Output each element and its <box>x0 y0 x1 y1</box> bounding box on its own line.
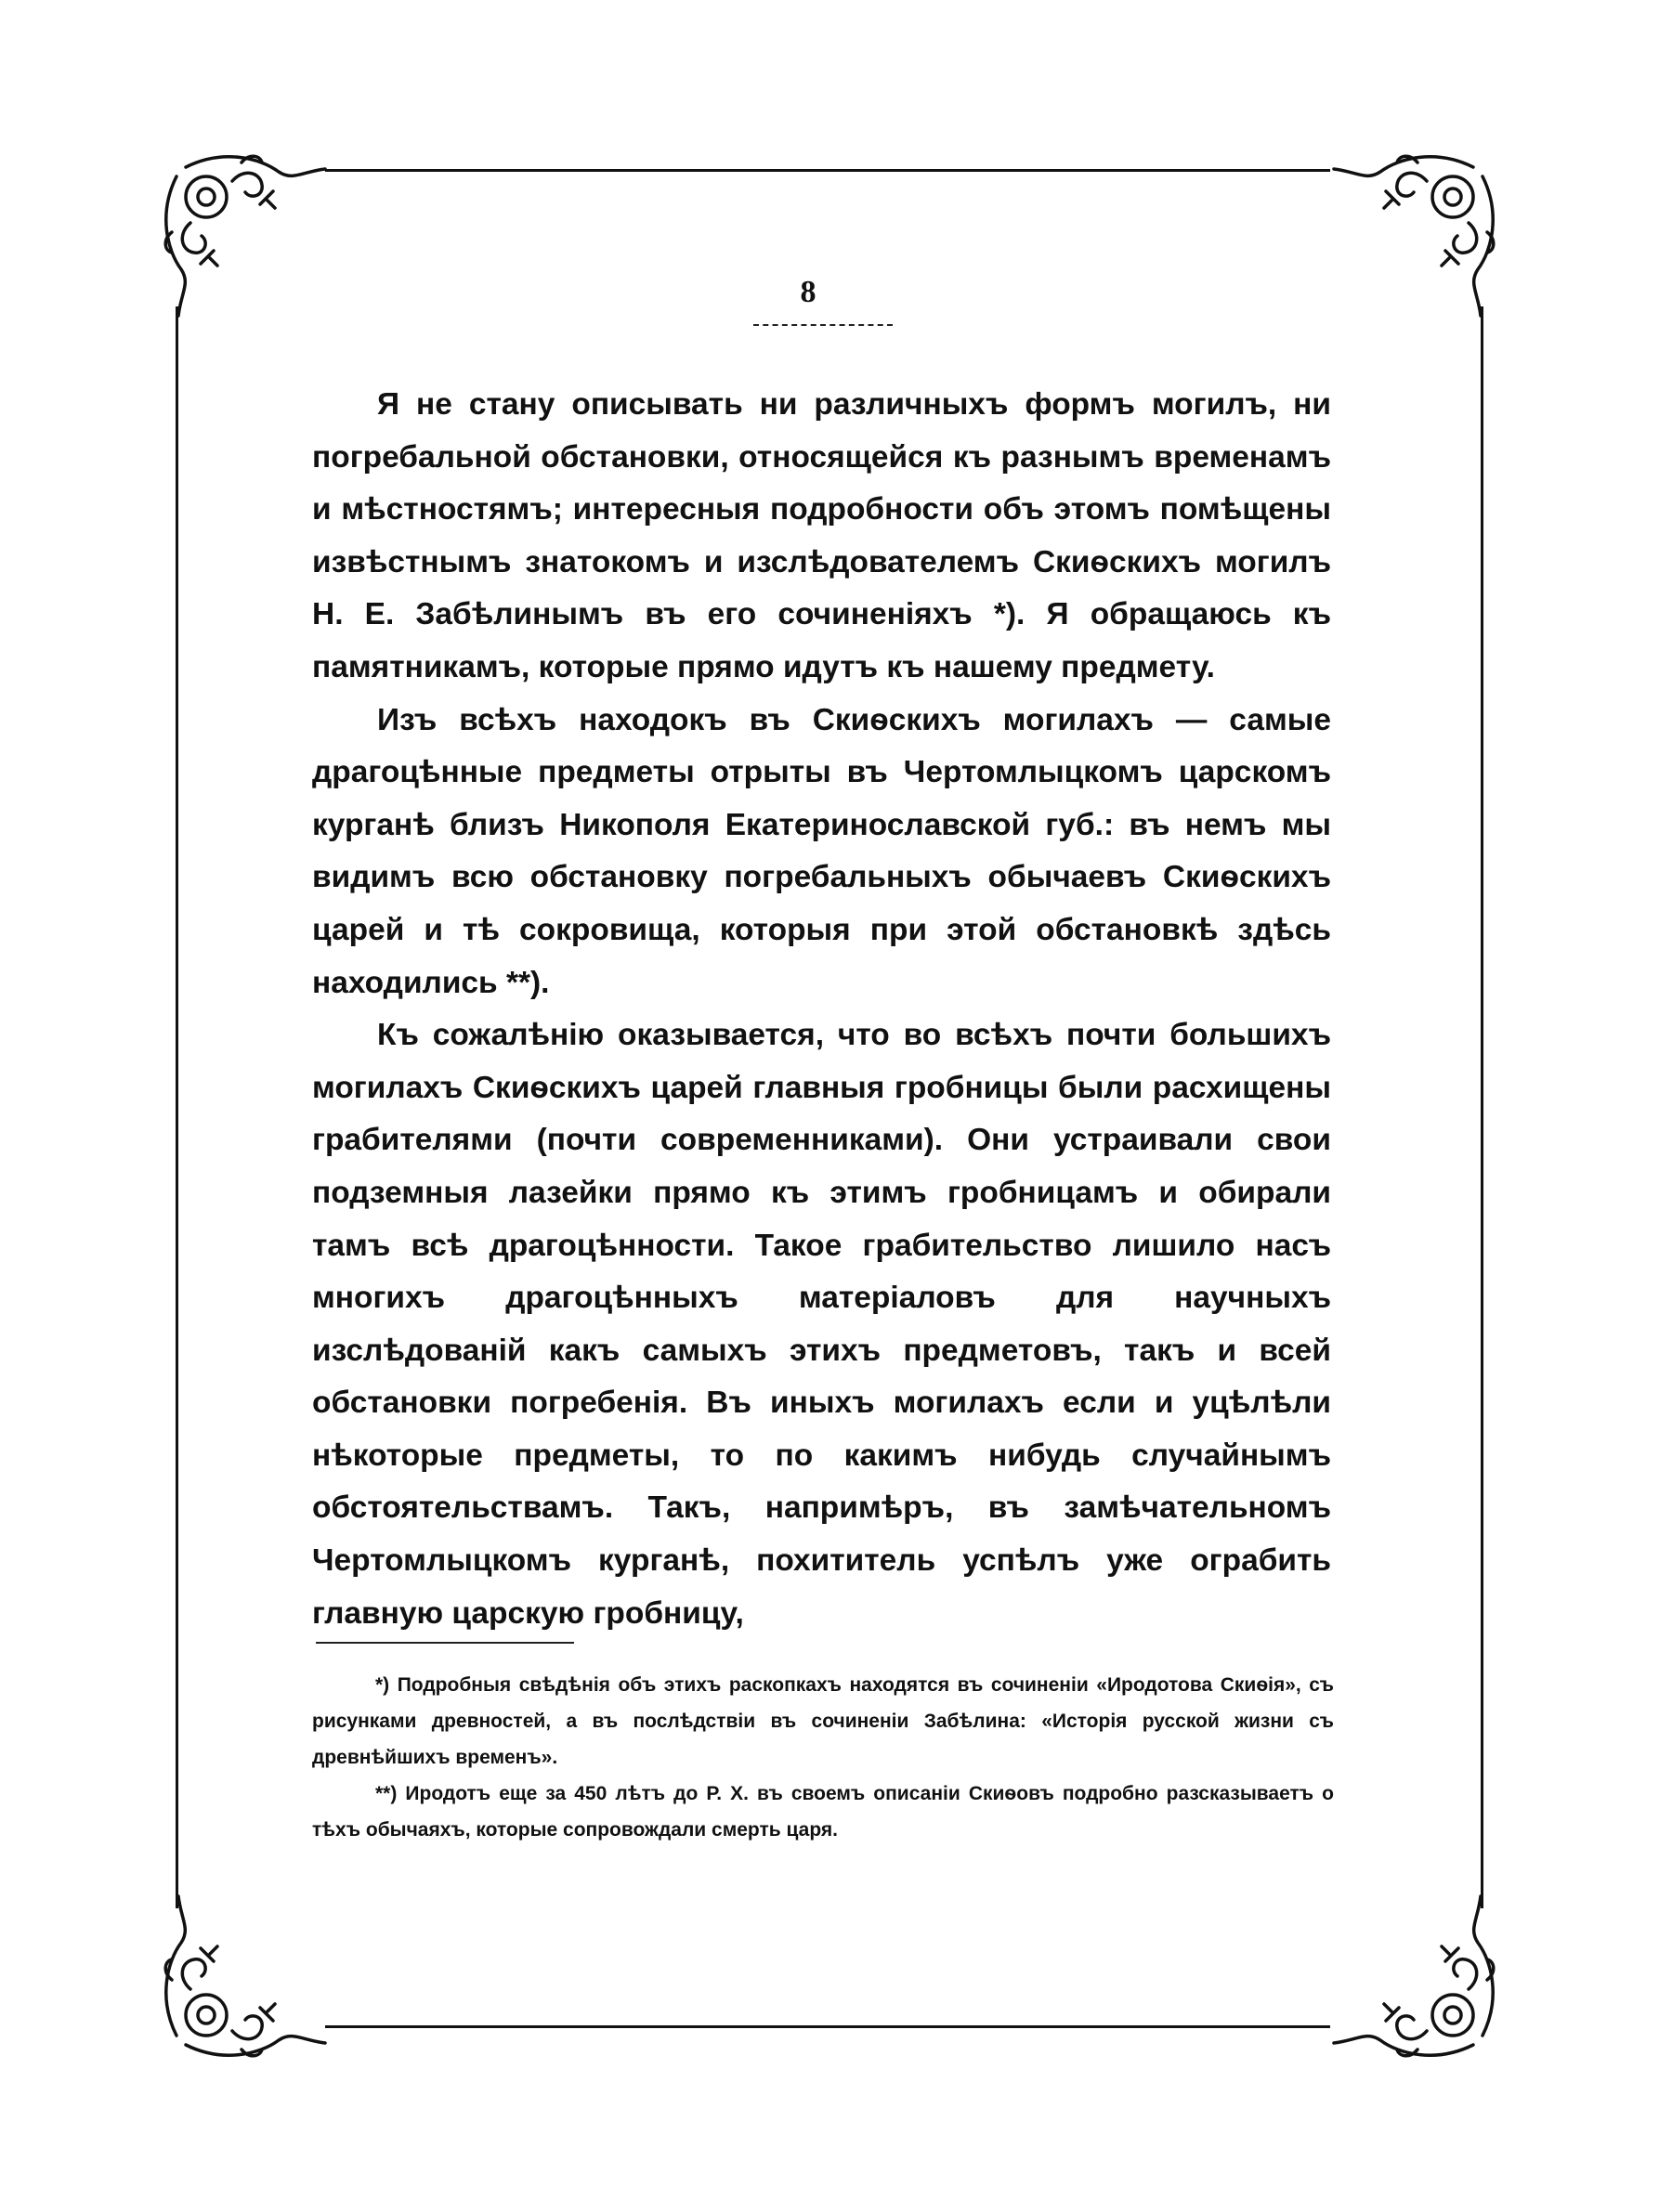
page-number-rule <box>753 324 893 326</box>
footnote: **) Иродотъ еще за 450 лѣтъ до Р. Х. въ своемъ описанiи Скиѳовъ подробно разсказываетъ о тѣхъ обычаяхъ, которые сопровождали смерть царя. <box>312 1783 1334 1841</box>
corner-flourish-icon <box>1325 1887 1510 2073</box>
body-paragraph: Я не стану описывать ни различныхъ формъ могилъ, ни погребальной обстановки, относящейся къ разнымъ временамъ и мѣстностямъ; интересныя подробности объ этомъ помѣщены извѣстнымъ знатокомъ и изслѣдователемъ Скиѳскихъ могилъ Н. Е. Забѣлинымъ въ его сочиненiяхъ *). Я обращаюсь къ памятникамъ, которые прямо идутъ къ нашему предмету. <box>312 387 1331 684</box>
frame-top-line <box>325 169 1330 172</box>
main-text-block <box>312 379 1331 1640</box>
footnote: *) Подробныя свѣдѣнiя объ этихъ раскопкахъ находятся въ сочиненiи «Иродотова Скиѳiя», съ рисунками древностей, а въ послѣдствiи въ сочиненiи Забѣлина: «Исторiя русской жизни съ древнѣйшихъ временъ». <box>312 1674 1334 1768</box>
body-paragraph: Изъ всѣхъ находокъ въ Скиѳскихъ могилахъ — самые драгоцѣнные предметы отрыты въ Чертомлыцкомъ царскомъ курганѣ близъ Никополя Екатеринославской губ.: въ немъ мы видимъ всю обстановку погребальныхъ обычаевъ Скиѳскихъ царей и тѣ сокровища, которыя при этой обстановкѣ здѣсь находились **). <box>312 702 1331 1000</box>
footnote-separator <box>316 1642 574 1644</box>
body-paragraph: Къ сожалѣнiю оказывается, что во всѣхъ почти большихъ могилахъ Скиѳскихъ царей главныя гробницы были расхищены грабителями (почти современниками). Они устраивали свои подземныя лазейки прямо къ этимъ гробницамъ и обирали тамъ всѣ драгоцѣнности. Такое грабительство лишило насъ многихъ драгоцѣнныхъ матерiаловъ для научныхъ изслѣдованiй какъ самыхъ этихъ предметовъ, такъ и всей обстановки погребенiя. Въ иныхъ могилахъ если и уцѣлѣли нѣкоторые предметы, то по какимъ нибудь случайнымъ обстоятельствамъ. Такъ, напримѣръ, въ замѣчательномъ Чертомлыцкомъ курганѣ, похититель успѣлъ уже ограбить главную царскую гробницу, <box>312 1018 1331 1631</box>
corner-flourish-icon <box>1325 139 1510 325</box>
frame-bottom-line <box>325 2025 1330 2028</box>
frame-left-line <box>176 306 178 1908</box>
page-number: 8 <box>800 275 816 309</box>
footnotes-block <box>312 1667 1334 1848</box>
frame-right-line <box>1481 306 1483 1908</box>
corner-flourish-icon <box>149 1887 334 2073</box>
corner-flourish-icon <box>149 139 334 325</box>
